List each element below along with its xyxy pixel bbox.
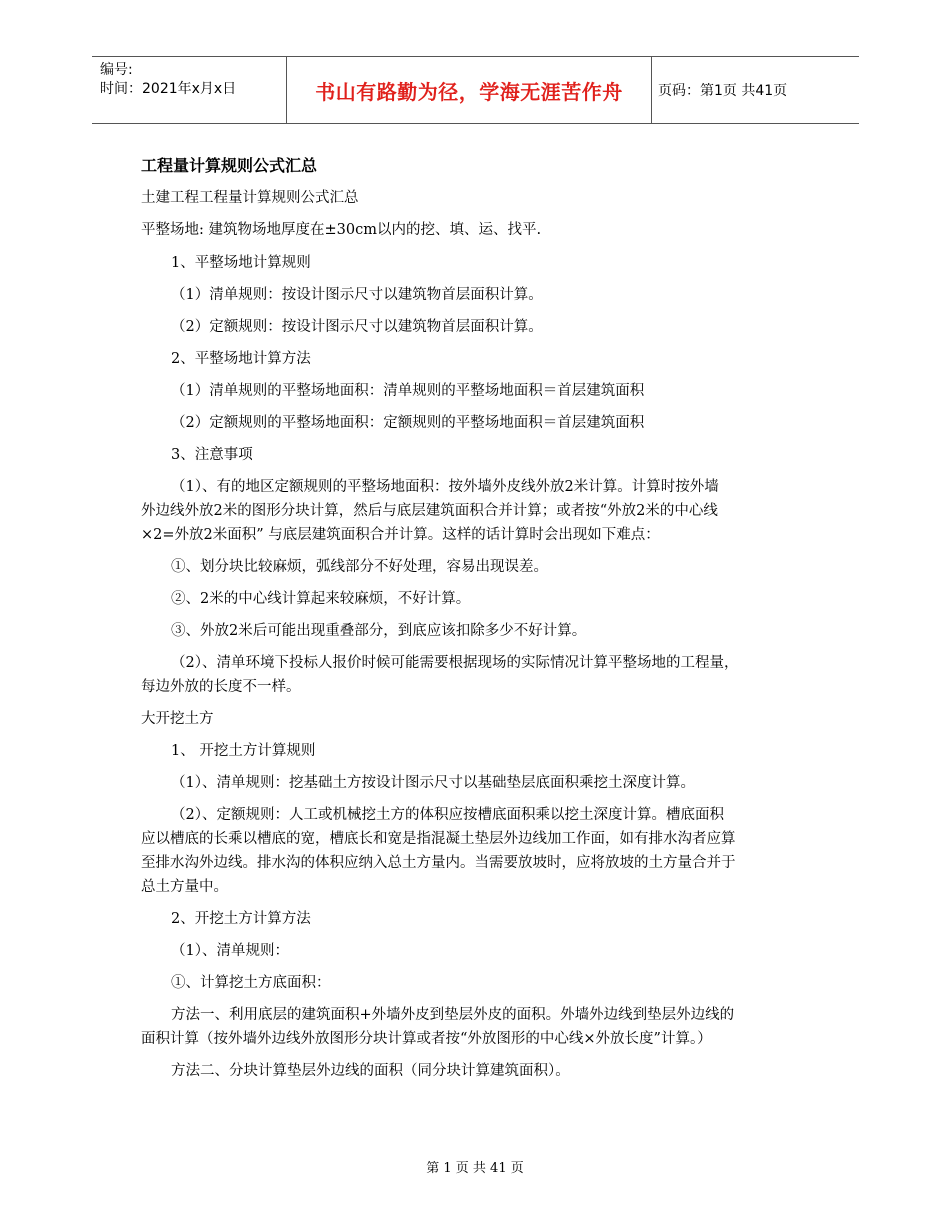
- body-line: （1）、清单规则：: [171, 943, 289, 959]
- body-line: ①、计算挖土方底面积：: [171, 975, 331, 991]
- body-line: 方法一、利用底层的建筑面积+外墙外皮到垫层外皮的面积。外墙外边线到垫层外边线的: [171, 1007, 735, 1023]
- number-label: 编号:: [100, 62, 133, 78]
- body-line: （2）、定额规则：人工或机械挖土方的体积应按槽底面积乘以挖土深度计算。槽底面积: [171, 807, 724, 823]
- body-line: 方法二、分块计算垫层外边线的面积（同分块计算建筑面积）。: [171, 1063, 570, 1079]
- body-line: 大开挖土方: [141, 711, 214, 727]
- body-line: 外边线外放2米的图形分块计算，然后与底层建筑面积合并计算；或者按“外放2米的中心线: [141, 503, 718, 519]
- body-line: 1、 开挖土方计算规则: [171, 743, 316, 759]
- body-line: 3、注意事项: [171, 447, 253, 463]
- body-line: 至排水沟外边线。排水沟的体积应纳入总土方量内。当需要放坡时，应将放坡的土方量合并于: [141, 855, 736, 871]
- body-line: 面积计算（按外墙外边线外放图形分块计算或者按“外放图形的中心线×外放长度”计算。）: [141, 1031, 712, 1047]
- body-line: ×2=外放2米面积” 与底层建筑面积合并计算。这样的话计算时会出现如下难点：: [141, 527, 660, 543]
- header-motto: 书山有路勤为径，学海无涯苦作舟: [315, 79, 623, 104]
- body-line: 应以槽底的长乘以槽底的宽，槽底长和宽是指混凝土垫层外边线加工作面，如有排水沟者应算: [141, 831, 736, 847]
- body-line: 总土方量中。: [141, 879, 228, 895]
- body-line: 1、平整场地计算规则: [171, 255, 311, 271]
- time-label: 时间：2021年x月x日: [100, 81, 237, 97]
- body-line: 平整场地: 建筑物场地厚度在±30cm以内的挖、填、运、找平.: [141, 222, 542, 238]
- body-line: （1）清单规则：按设计图示尺寸以建筑物首层面积计算。: [171, 287, 543, 303]
- body-line: （1）清单规则的平整场地面积：清单规则的平整场地面积＝首层建筑面积: [171, 383, 645, 399]
- body-line: ③、外放2米后可能出现重叠部分，到底应该扣除多少不好计算。: [171, 623, 587, 639]
- page-header: [92, 56, 859, 124]
- page-footer: 第 1 页 共 41 页: [426, 1161, 524, 1176]
- body-line: （1）、有的地区定额规则的平整场地面积：按外墙外皮线外放2米计算。计算时按外墙: [171, 479, 719, 495]
- header-meta: [100, 61, 286, 99]
- body-line: （2）、清单环境下投标人报价时候可能需要根据现场的实际情况计算平整场地的工程量，: [171, 655, 739, 671]
- body-line: ①、划分块比较麻烦，弧线部分不好处理，容易出现误差。: [171, 559, 548, 575]
- body-line: 2、平整场地计算方法: [171, 351, 311, 367]
- body-line: 2、开挖土方计算方法: [171, 911, 311, 927]
- body-line: 每边外放的长度不一样。: [141, 679, 301, 695]
- body-line: （1）、清单规则：挖基础土方按设计图示尺寸以基础垫层底面积乘挖土深度计算。: [171, 775, 695, 791]
- doc-title: 工程量计算规则公式汇总: [141, 156, 318, 175]
- header-motto-cell: [286, 57, 652, 123]
- body-line: 土建工程工程量计算规则公式汇总: [141, 190, 359, 206]
- body-line: （2）定额规则：按设计图示尺寸以建筑物首层面积计算。: [171, 319, 543, 335]
- body-line: ②、2米的中心线计算起来较麻烦，不好计算。: [171, 591, 471, 607]
- header-page-info: 页码：第1页 共41页: [658, 83, 788, 99]
- body-line: （2）定额规则的平整场地面积：定额规则的平整场地面积＝首层建筑面积: [171, 415, 645, 431]
